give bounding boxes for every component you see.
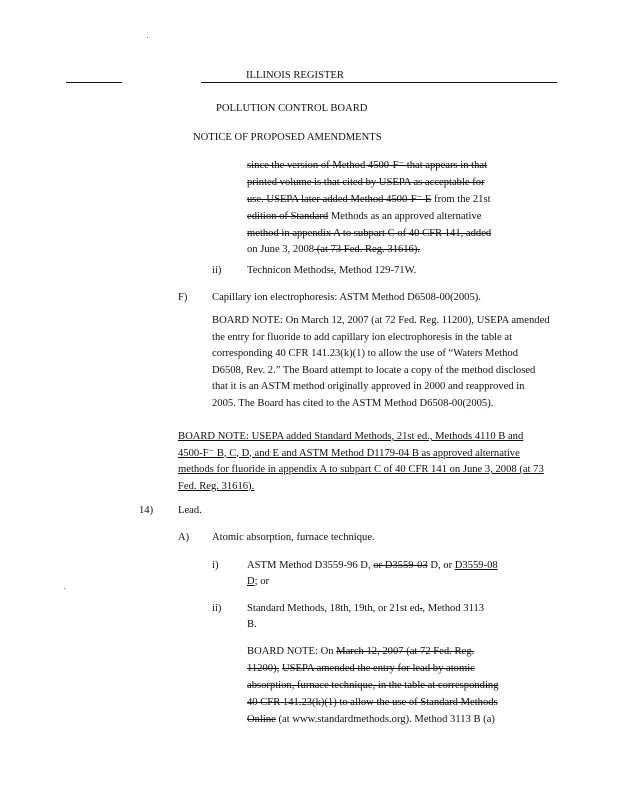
board-title: POLLUTION CONTROL BOARD: [216, 103, 368, 114]
list-marker: A): [178, 532, 190, 543]
scan-speck: [64, 588, 65, 589]
list-marker: i): [212, 560, 219, 571]
board-note-fluoride: BOARD NOTE: USEPA added Standard Methods, 21st ed., Methods 4110 B and 4500-F⁻ B, C, D, and E and ASTM Method D1179-04 B as approved alternative methods for fluoride in appendix A to subpart C of 40 CFR 141 on June 3, 2008 (at 73 Fed. Reg. 31616).: [178, 431, 544, 492]
notice-title: NOTICE OF PROPOSED AMENDMENTS: [193, 132, 382, 143]
register-title: ILLINOIS REGISTER: [246, 70, 344, 81]
list-marker: 14): [139, 505, 154, 516]
list-marker: ii): [212, 603, 222, 614]
board-note-capillary: BOARD NOTE: On March 12, 2007 (at 72 Fed. Reg. 11200), USEPA amended the entry for fluoride to add capillary ion electrophoresis in the table at corresponding 40 CFR 141.23(k)(1) to allow the use of “Waters Method D6508, Rev. 2.” The Board attempt to locate a copy of the method disclosed that it is an ASTM method originally approved in 2000 and reapproved in 2005. The Board has cited to the ASTM Method D6508-00(2005).: [212, 315, 550, 409]
scan-speck: [147, 37, 148, 38]
list-marker: ii): [212, 265, 222, 276]
header-rule-left: [66, 82, 122, 83]
list-marker: F): [178, 292, 188, 303]
